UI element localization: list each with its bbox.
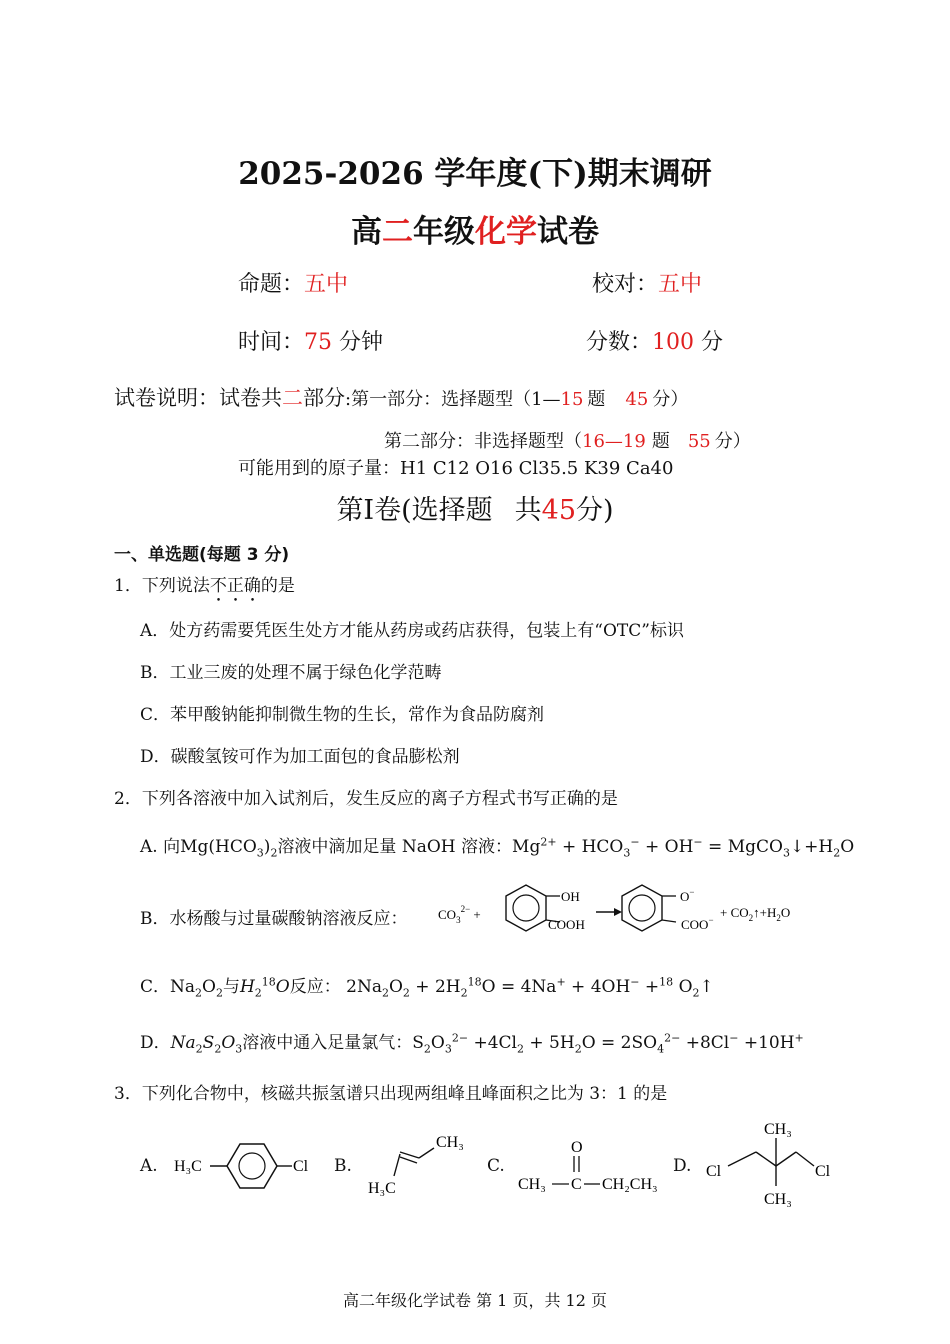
subtitle-grade: 二 (382, 214, 413, 250)
subtitle-part: 试卷 (537, 214, 599, 250)
q3-label-c: C. (487, 1156, 505, 1176)
part2-score: 55 (687, 431, 711, 452)
q2c-equation: $2Na_2O_2 + 2H_2^{18}O = 4Na^+ + 4OH^- +^{18}$ $O_2↑$ (340, 975, 714, 1000)
question-2-stem: 2．下列各溶液中加入试剂后，发生反应的离子方程式书写正确的是 (114, 789, 618, 809)
instructions-line1 (114, 382, 688, 412)
q1-option-c: C．苯甲酸钠能抑制微生物的生长，常作为食品防腐剂 (140, 705, 545, 725)
q1-option-a: A．处方药需要凭医生处方才能从药房或药店获得，包装上有“OTC”标识 (140, 621, 684, 641)
struct-a-left: H₃C (174, 1158, 202, 1175)
section-score: 45 (541, 495, 576, 526)
part1-text: 题 (587, 389, 606, 410)
q2d-mid: 溶液中通入足量氯气： (242, 1033, 413, 1053)
q2d-prefix: D． (140, 1033, 171, 1053)
struct-c-top: O (571, 1139, 583, 1156)
instructions-label: 试卷说明： (114, 386, 219, 410)
instructions-text: 试卷共 (219, 386, 282, 410)
part2-text: 第二部分：非选择题型（ (384, 431, 582, 452)
time-value: 75 (304, 330, 333, 355)
svg-text:COO−: COO− (681, 915, 714, 932)
part2-range: 16—19 (582, 431, 646, 452)
subtitle-part: 高 (351, 214, 382, 250)
exam-subtitle (0, 206, 950, 251)
struct-d-bottom: CH₃ (764, 1191, 792, 1208)
struct-b-bottom: H₃C (368, 1180, 396, 1197)
proof-value: 五中 (658, 272, 703, 297)
q3-label-b: B. (334, 1156, 352, 1176)
part1-range: 15 (560, 389, 584, 410)
struct-c-right: CH₂CH₃ (602, 1176, 658, 1193)
svg-text:+ CO2↑+H2O: + $CO_2↑+H_2O$ (720, 905, 791, 923)
proof-label: 校对： (592, 272, 659, 297)
time-unit: 分钟 (339, 330, 384, 355)
struct-b-top: CH₃ (436, 1134, 464, 1151)
svg-text:O−: O− (680, 887, 695, 904)
struct-d-right: Cl (815, 1163, 831, 1180)
structure-d (700, 1114, 840, 1214)
score-label: 分数： (586, 330, 653, 355)
svg-text:COOH: COOH (548, 917, 585, 932)
q2a-equation: $Mg^{2+} + HCO_3^- + OH^-$ = $MgCO_3↓+H_2O$ (512, 835, 855, 860)
author-label: 命题： (238, 272, 305, 297)
score-row (586, 325, 723, 356)
structure-b (364, 1126, 474, 1202)
q2a-prefix: A. 向 (140, 837, 181, 857)
score-unit: 分 (701, 330, 724, 355)
time-label: 时间： (238, 330, 305, 355)
structure-c (516, 1132, 676, 1198)
salicylic-reaction-diagram (436, 882, 816, 946)
question-3-stem: 3．下列化合物中，核磁共振氢谱只出现两组峰且峰面积之比为 3：1 的是 (114, 1084, 668, 1104)
structure-a (172, 1130, 322, 1200)
q1-stem-text: 的是 (260, 576, 295, 596)
instructions-line2 (384, 427, 751, 453)
time-row (238, 325, 383, 356)
part2-text: 题 (651, 431, 670, 452)
subtitle-part: 年级 (413, 214, 475, 250)
q1-option-b: B．工业三废的处理不属于绿色化学范畴 (140, 663, 442, 683)
atomic-masses: 可能用到的原子量：H1 C12 O16 Cl35.5 K39 Ca40 (238, 458, 674, 479)
q2-option-d (140, 1028, 804, 1055)
q3-label-a: A. (140, 1156, 158, 1176)
q2d-reactant: $Na_2S_2O_3$ (170, 1033, 243, 1056)
section-title (0, 488, 950, 527)
instructions-count: 二 (282, 386, 303, 410)
q2a-mid: 溶液中滴加足量 NaOH 溶液： (277, 837, 513, 857)
q1-option-d: D．碳酸氢铵可作为加工面包的食品膨松剂 (140, 747, 460, 767)
q2a-formula: $Mg(HCO_3)_2$ (180, 837, 278, 860)
part1-score: 45 (625, 389, 649, 410)
q2-option-b-prefix: B．水杨酸与过量碳酸钠溶液反应： (140, 909, 408, 929)
struct-c-left: CH₃ (518, 1176, 546, 1193)
q1-emphasis: 不正确 (209, 576, 261, 596)
q1-stem-text: 1．下列说法 (114, 576, 210, 596)
svg-text:OH: OH (561, 889, 580, 904)
section-title-part: 分) (576, 495, 614, 526)
q3-label-d: D. (673, 1156, 692, 1176)
q2c-mid: 反应： (289, 977, 341, 997)
instructions-text: 部分 (303, 386, 345, 410)
score-value: 100 (652, 330, 695, 355)
page-footer: 高二年级化学试卷 第 1 页，共 12 页 (343, 1291, 607, 1310)
question-1-stem (114, 571, 295, 606)
author-value: 五中 (304, 272, 349, 297)
exam-title: 2025-2026 学年度(下)期末调研 (238, 156, 712, 192)
part2-text: 分） (714, 431, 751, 452)
struct-d-left: Cl (706, 1163, 722, 1180)
q2d-equation: $S_2O_3^{2-} +4Cl_2 + 5H_2O = 2SO_4^{2-} +8Cl^- +10H^+$ (412, 1031, 804, 1056)
q2c-reactants: $Na_2O_2$与$H_2^{18}O$ (170, 975, 290, 1000)
subtitle-subject: 化学 (475, 214, 537, 250)
struct-a-right: Cl (293, 1158, 309, 1175)
q2-option-c (140, 972, 714, 999)
section-title-part: 共 (514, 495, 542, 526)
part1-text: :第一部分：选择题型（1— (345, 389, 561, 410)
author-row (238, 267, 348, 298)
struct-c-mid: C (571, 1176, 582, 1193)
q2c-prefix: C． (140, 977, 171, 997)
section-title-part: 第Ⅰ卷(选择题 (336, 495, 493, 526)
svg-text:CO32− +: $CO_3^{2-}$ + (438, 904, 481, 925)
part1-text: 分） (652, 389, 689, 410)
proof-row (592, 267, 702, 298)
part-heading: 一、单选题(每题 3 分) (114, 545, 290, 565)
q2-option-a (140, 832, 854, 859)
struct-d-top: CH₃ (764, 1121, 792, 1138)
